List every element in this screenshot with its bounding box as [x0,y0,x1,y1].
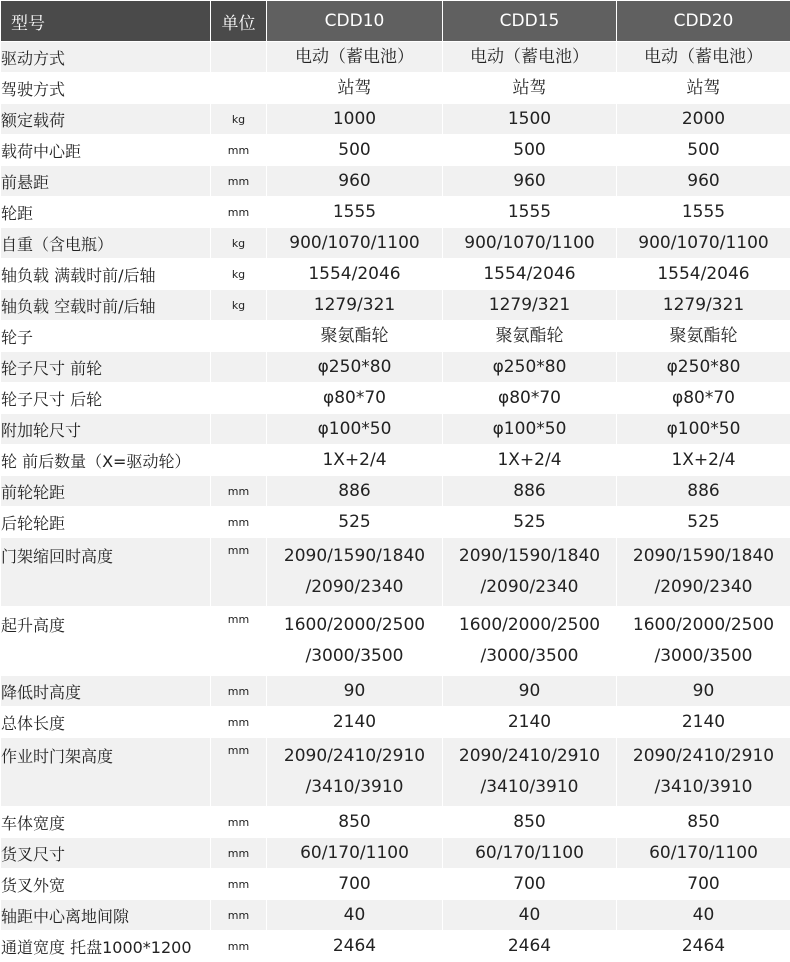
spec-value-cell [267,197,443,228]
spec-name-cell: 后轮轮距 [1,507,211,538]
spec-unit-cell [211,352,267,383]
spec-value-line: 60/170/1100 [267,838,442,868]
header-name-cell: 型号 [1,1,211,42]
spec-name-cell: 轴距中心离地间隙 [1,900,211,931]
spec-value-cell [617,476,790,507]
spec-name-cell: 驾驶方式 [1,73,211,104]
spec-value-cell [267,290,443,321]
spec-value-line: 850 [267,807,442,837]
spec-value-cell [443,290,617,321]
spec-value-line: 700 [617,869,790,899]
header-model-cell: CDD15 [443,1,617,42]
spec-value-line: /3410/3910 [443,772,616,803]
spec-value-cell [267,900,443,931]
spec-unit-cell: mm [211,676,267,707]
spec-value-line: 900/1070/1100 [443,228,616,258]
spec-name-cell: 轮子尺寸 后轮 [1,383,211,414]
spec-name-cell: 通道宽度 托盘1000*1200 [1,931,211,962]
spec-value-cell [267,676,443,707]
spec-value-line: 500 [267,135,442,165]
table-row [1,507,790,538]
spec-value-cell [443,259,617,290]
spec-unit-cell: mm [211,166,267,197]
spec-name-cell: 货叉尺寸 [1,838,211,869]
table-row [1,414,790,445]
spec-value-line: φ250*80 [267,352,442,382]
spec-value-cell [267,931,443,962]
spec-value-line: 900/1070/1100 [267,228,442,258]
spec-value-cell [443,197,617,228]
spec-value-cell [443,321,617,352]
spec-value-line: 90 [617,676,790,706]
spec-unit-cell [211,445,267,476]
spec-value-line: 电动（蓄电池） [443,42,616,72]
spec-unit-cell: mm [211,807,267,838]
spec-value-cell [443,135,617,166]
spec-value-line: φ250*80 [443,352,616,382]
spec-value-cell [617,166,790,197]
spec-name-cell: 轴负载 空载时前/后轴 [1,290,211,321]
spec-value-line: 500 [617,135,790,165]
spec-value-line: 1279/321 [267,290,442,320]
spec-value-line: 1279/321 [443,290,616,320]
spec-value-line: 1554/2046 [443,259,616,289]
spec-name-cell: 驱动方式 [1,42,211,73]
table-row [1,707,790,738]
spec-value-line: 2464 [443,931,616,961]
spec-unit-cell: kg [211,104,267,135]
spec-value-cell [267,869,443,900]
spec-name-cell: 额定载荷 [1,104,211,135]
spec-value-cell [443,607,617,676]
spec-unit-cell: mm [211,607,267,676]
spec-unit-cell: mm [211,197,267,228]
table-row [1,290,790,321]
spec-unit-cell: kg [211,259,267,290]
spec-value-cell [443,476,617,507]
spec-value-cell [617,900,790,931]
spec-value-cell [443,166,617,197]
spec-value-cell [617,197,790,228]
spec-value-cell [617,607,790,676]
spec-value-line: 2140 [443,707,616,737]
spec-value-cell [267,352,443,383]
table-row [1,228,790,259]
spec-name-cell: 起升高度 [1,607,211,676]
spec-value-line: 700 [443,869,616,899]
spec-value-line: 1279/321 [617,290,790,320]
spec-value-line: 960 [267,166,442,196]
spec-value-cell [267,166,443,197]
spec-value-line: 960 [443,166,616,196]
spec-value-line: 525 [267,507,442,537]
spec-value-line: 1600/2000/2500 [617,610,790,641]
spec-value-cell [617,383,790,414]
spec-value-line: 90 [267,676,442,706]
spec-name-cell: 前轮轮距 [1,476,211,507]
spec-value-cell [443,507,617,538]
table-row [1,42,790,73]
spec-value-line: 1600/2000/2500 [443,610,616,641]
spec-value-cell [617,321,790,352]
spec-unit-cell: mm [211,869,267,900]
spec-value-line: /2090/2340 [617,572,790,603]
spec-name-cell: 车体宽度 [1,807,211,838]
spec-value-line: 60/170/1100 [443,838,616,868]
spec-value-line: /3000/3500 [267,641,442,672]
table-row [1,73,790,104]
spec-value-cell [267,607,443,676]
spec-name-cell: 附加轮尺寸 [1,414,211,445]
table-row [1,607,790,676]
spec-value-line: 聚氨酯轮 [267,321,442,351]
spec-unit-cell: mm [211,931,267,962]
table-row [1,445,790,476]
spec-value-cell [443,538,617,607]
spec-value-line: φ80*70 [617,383,790,413]
spec-value-cell [617,838,790,869]
spec-value-line: 聚氨酯轮 [443,321,616,351]
spec-name-cell: 轮 前后数量（X=驱动轮） [1,445,211,476]
spec-value-cell [443,352,617,383]
spec-table-body [1,42,790,962]
header-model-cell: CDD10 [267,1,443,42]
spec-value-cell [267,259,443,290]
spec-value-cell [267,104,443,135]
spec-value-cell [617,538,790,607]
header-row [1,1,790,42]
spec-name-cell: 货叉外宽 [1,869,211,900]
spec-value-line: 1554/2046 [267,259,442,289]
spec-value-line: /3000/3500 [443,641,616,672]
spec-value-cell [267,228,443,259]
spec-value-cell [617,707,790,738]
spec-value-cell [443,869,617,900]
spec-value-line: 2464 [267,931,442,961]
spec-name-cell: 总体长度 [1,707,211,738]
spec-unit-cell [211,414,267,445]
spec-value-cell [617,135,790,166]
table-row [1,352,790,383]
spec-value-cell [267,445,443,476]
spec-value-cell [443,228,617,259]
spec-name-cell: 门架缩回时高度 [1,538,211,607]
spec-value-line: 1555 [443,197,616,227]
spec-value-line: 聚氨酯轮 [617,321,790,351]
spec-value-cell [617,104,790,135]
spec-value-cell [443,807,617,838]
spec-unit-cell: mm [211,476,267,507]
spec-table-header [1,1,790,42]
spec-value-cell [443,738,617,807]
table-row [1,838,790,869]
spec-value-cell [617,414,790,445]
spec-value-line: φ80*70 [443,383,616,413]
spec-value-cell [267,738,443,807]
table-row [1,197,790,228]
spec-value-line: 2090/2410/2910 [617,741,790,772]
spec-value-cell [617,931,790,962]
spec-name-cell: 轮距 [1,197,211,228]
spec-unit-cell: mm [211,707,267,738]
spec-value-cell [443,707,617,738]
spec-value-line: φ100*50 [617,414,790,444]
spec-value-cell [617,507,790,538]
spec-value-line: 900/1070/1100 [617,228,790,258]
table-row [1,383,790,414]
spec-value-line: 40 [443,900,616,930]
spec-value-cell [617,807,790,838]
table-row [1,807,790,838]
spec-unit-cell: mm [211,507,267,538]
spec-name-cell: 前悬距 [1,166,211,197]
spec-value-line: 700 [267,869,442,899]
table-row [1,321,790,352]
spec-value-line: 2090/1590/1840 [267,541,442,572]
spec-name-cell: 轴负载 满载时前/后轴 [1,259,211,290]
spec-value-line: 1555 [267,197,442,227]
spec-value-line: 2464 [617,931,790,961]
spec-value-line: /2090/2340 [443,572,616,603]
table-row [1,104,790,135]
spec-value-cell [267,321,443,352]
spec-value-cell [617,445,790,476]
spec-value-cell [617,290,790,321]
spec-value-line: /3410/3910 [617,772,790,803]
spec-value-cell [443,42,617,73]
spec-unit-cell [211,73,267,104]
spec-name-cell: 载荷中心距 [1,135,211,166]
spec-value-cell [267,538,443,607]
spec-unit-cell [211,383,267,414]
table-row [1,259,790,290]
spec-unit-cell: kg [211,228,267,259]
spec-value-cell [267,42,443,73]
spec-value-line: 1X+2/4 [443,445,616,475]
spec-value-line: /2090/2340 [267,572,442,603]
spec-value-cell [443,900,617,931]
spec-value-cell [617,738,790,807]
spec-value-cell [617,676,790,707]
spec-value-line: 850 [617,807,790,837]
spec-unit-cell: mm [211,900,267,931]
spec-value-cell [267,135,443,166]
spec-value-line: /3000/3500 [617,641,790,672]
table-row [1,538,790,607]
spec-value-cell [267,507,443,538]
spec-value-line: 站驾 [617,73,790,103]
spec-value-line: 电动（蓄电池） [617,42,790,72]
spec-value-line: 1X+2/4 [267,445,442,475]
spec-value-cell [617,352,790,383]
spec-value-line: 886 [267,476,442,506]
spec-value-cell [443,73,617,104]
spec-value-line: φ100*50 [443,414,616,444]
spec-unit-cell [211,321,267,352]
spec-value-line: 1000 [267,104,442,134]
spec-value-line: 525 [443,507,616,537]
spec-value-cell [267,73,443,104]
spec-value-line: 60/170/1100 [617,838,790,868]
spec-unit-cell: mm [211,135,267,166]
spec-value-line: 2090/2410/2910 [267,741,442,772]
spec-unit-cell: kg [211,290,267,321]
spec-value-cell [617,869,790,900]
spec-value-cell [267,838,443,869]
spec-value-line: 2000 [617,104,790,134]
spec-value-line: 960 [617,166,790,196]
spec-name-cell: 自重（含电瓶） [1,228,211,259]
spec-value-cell [443,931,617,962]
spec-unit-cell: mm [211,538,267,607]
spec-value-cell [267,383,443,414]
spec-value-cell [443,414,617,445]
table-row [1,476,790,507]
spec-value-line: 1500 [443,104,616,134]
spec-value-line: 2140 [267,707,442,737]
spec-value-line: 1554/2046 [617,259,790,289]
spec-value-line: 2090/2410/2910 [443,741,616,772]
spec-value-line: 40 [617,900,790,930]
spec-value-line: /3410/3910 [267,772,442,803]
spec-unit-cell [211,42,267,73]
spec-value-line: 电动（蓄电池） [267,42,442,72]
spec-value-line: 90 [443,676,616,706]
table-row [1,676,790,707]
spec-value-line: 1600/2000/2500 [267,610,442,641]
spec-name-cell: 轮子尺寸 前轮 [1,352,211,383]
spec-value-line: 2090/1590/1840 [443,541,616,572]
spec-value-line: 2140 [617,707,790,737]
spec-unit-cell: mm [211,838,267,869]
table-row [1,931,790,962]
spec-value-line: 1X+2/4 [617,445,790,475]
spec-value-line: 525 [617,507,790,537]
spec-unit-cell: mm [211,738,267,807]
table-row [1,738,790,807]
spec-value-line: 40 [267,900,442,930]
spec-value-line: 站驾 [443,73,616,103]
spec-value-line: 2090/1590/1840 [617,541,790,572]
spec-value-line: φ100*50 [267,414,442,444]
spec-value-cell [617,259,790,290]
table-row [1,869,790,900]
spec-value-line: 1555 [617,197,790,227]
spec-value-line: 站驾 [267,73,442,103]
header-unit-cell: 单位 [211,1,267,42]
spec-value-cell [443,445,617,476]
spec-value-cell [267,414,443,445]
spec-value-cell [617,73,790,104]
spec-value-line: φ250*80 [617,352,790,382]
spec-value-cell [443,383,617,414]
table-row [1,135,790,166]
spec-value-line: 850 [443,807,616,837]
spec-value-line: 500 [443,135,616,165]
spec-name-cell: 轮子 [1,321,211,352]
spec-value-line: 886 [443,476,616,506]
spec-value-cell [267,807,443,838]
spec-value-cell [443,104,617,135]
spec-name-cell: 作业时门架高度 [1,738,211,807]
table-row [1,166,790,197]
spec-value-cell [617,228,790,259]
spec-value-line: φ80*70 [267,383,442,413]
spec-value-cell [617,42,790,73]
spec-value-cell [267,476,443,507]
table-row [1,900,790,931]
spec-value-cell [267,707,443,738]
spec-value-cell [443,838,617,869]
header-model-cell: CDD20 [617,1,790,42]
spec-value-cell [443,676,617,707]
spec-name-cell: 降低时高度 [1,676,211,707]
spec-value-line: 886 [617,476,790,506]
